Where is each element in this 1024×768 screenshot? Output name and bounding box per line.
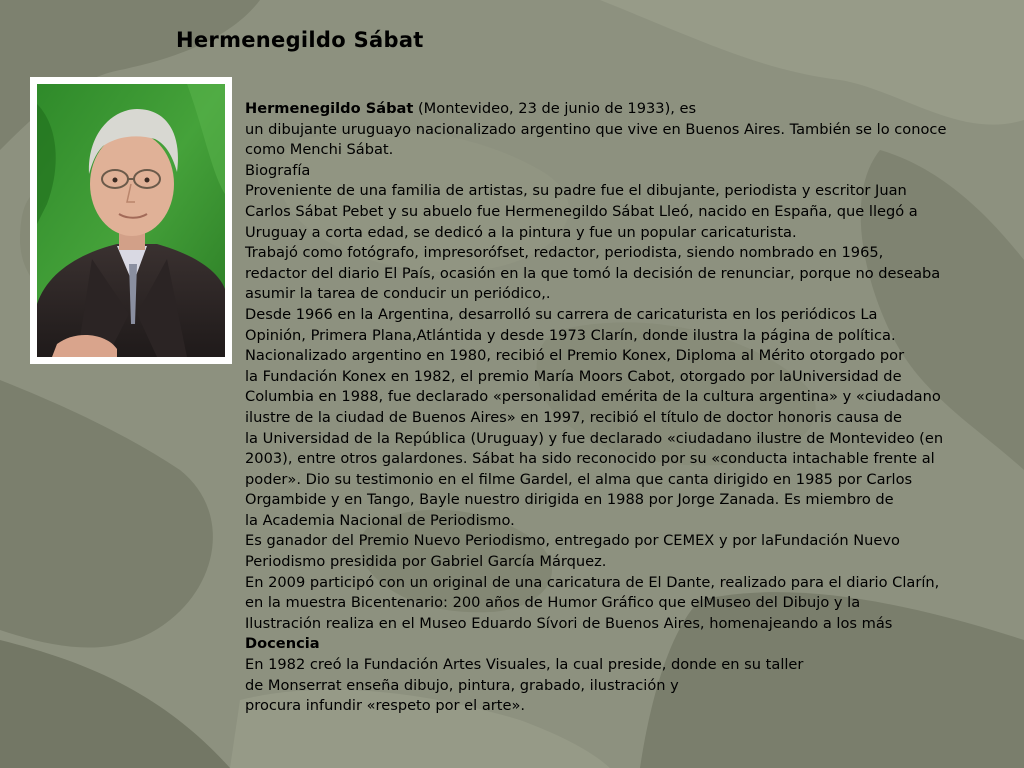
text-line: redactor del diario El País, ocasión en la que tomó la decisión de renunciar, porque no deseaba <box>245 264 941 282</box>
portrait-photo <box>37 84 225 357</box>
text-line: la Universidad de la República (Uruguay) y fue declarado «ciudadano ilustre de Montevideo (en <box>245 429 944 447</box>
intro-line <box>245 99 1015 120</box>
text-line: como Menchi Sábat. <box>245 141 394 159</box>
section-heading-biografia: Biografía <box>245 161 311 179</box>
text-line: Trabajó como fotógrafo, impresorófset, redactor, periodista, siendo nombrado en 1965, <box>245 244 884 262</box>
text-line: Desde 1966 en la Argentina, desarrolló su carrera de caricaturista en los periódicos La <box>245 305 878 323</box>
text-line: Columbia en 1988, fue declarado «personalidad emérita de la cultura argentina» y «ciudadano <box>245 388 941 406</box>
text-line: la Fundación Konex en 1982, el premio María Moors Cabot, otorgado por laUniversidad de <box>245 367 902 385</box>
text-line: Orgambide y en Tango, Bayle nuestro dirigida en 1988 por Jorge Zanada. Es miembro de <box>245 491 894 509</box>
text-line: en la muestra Bicentenario: 200 años de Humor Gráfico que elMuseo del Dibujo y la <box>245 594 861 612</box>
text-line: Uruguay a corta edad, se dedicó a la pintura y fue un popular caricaturista. <box>245 223 797 241</box>
intro-rest: (Montevideo, 23 de junio de 1933), es <box>413 100 697 117</box>
text-line: ilustre de la ciudad de Buenos Aires» en 1997, recibió el título de doctor honoris causa de <box>245 408 902 426</box>
text-line: Proveniente de una familia de artistas, su padre fue el dibujante, periodista y escritor Juan <box>245 182 907 200</box>
text-line: 2003), entre otros galardones. Sábat ha sido reconocido por su «conducta intachable frente al <box>245 450 935 468</box>
text-line: procura infundir «respeto por el arte». <box>245 697 526 715</box>
text-line: de Monserrat enseña dibujo, pintura, grabado, ilustración y <box>245 676 679 694</box>
text-line: poder». Dio su testimonio en el filme Gardel, el alma que canta dirigido en 1985 por Carlos <box>245 470 913 488</box>
text-line: Carlos Sábat Pebet y su abuelo fue Hermenegildo Sábat Lleó, nacido en España, que llegó a <box>245 202 918 220</box>
text-line: Opinión, Primera Plana,Atlántida y desde 1973 Clarín, donde ilustra la página de política. <box>245 326 896 344</box>
text-line: asumir la tarea de conducir un periódico,. <box>245 285 551 303</box>
text-line: Periodismo presidida por Gabriel García Márquez. <box>245 553 607 571</box>
text-line: En 1982 creó la Fundación Artes Visuales, la cual preside, donde en su taller <box>245 656 804 674</box>
text-line: En 2009 participó con un original de una caricatura de El Dante, realizado para el diario Clarín, <box>245 573 940 591</box>
section-heading-docencia <box>245 634 1015 655</box>
text-line: la Academia Nacional de Periodismo. <box>245 511 515 529</box>
biography-text <box>245 99 1015 717</box>
intro-name: Hermenegildo Sábat <box>245 100 414 117</box>
text-line: Ilustración realiza en el Museo Eduardo Sívori de Buenos Aires, homenajeando a los más <box>245 614 893 632</box>
docencia-heading: Docencia <box>245 635 320 653</box>
text-line: un dibujante uruguayo nacionalizado argentino que vive en Buenos Aires. También se lo conoce <box>245 120 947 138</box>
portrait-photo-frame <box>30 77 232 364</box>
text-line: Nacionalizado argentino en 1980, recibió el Premio Konex, Diploma al Mérito otorgado por <box>245 347 905 365</box>
page-title: Hermenegildo Sábat <box>176 28 424 52</box>
text-line: Es ganador del Premio Nuevo Periodismo, entregado por CEMEX y por laFundación Nuevo <box>245 532 900 550</box>
